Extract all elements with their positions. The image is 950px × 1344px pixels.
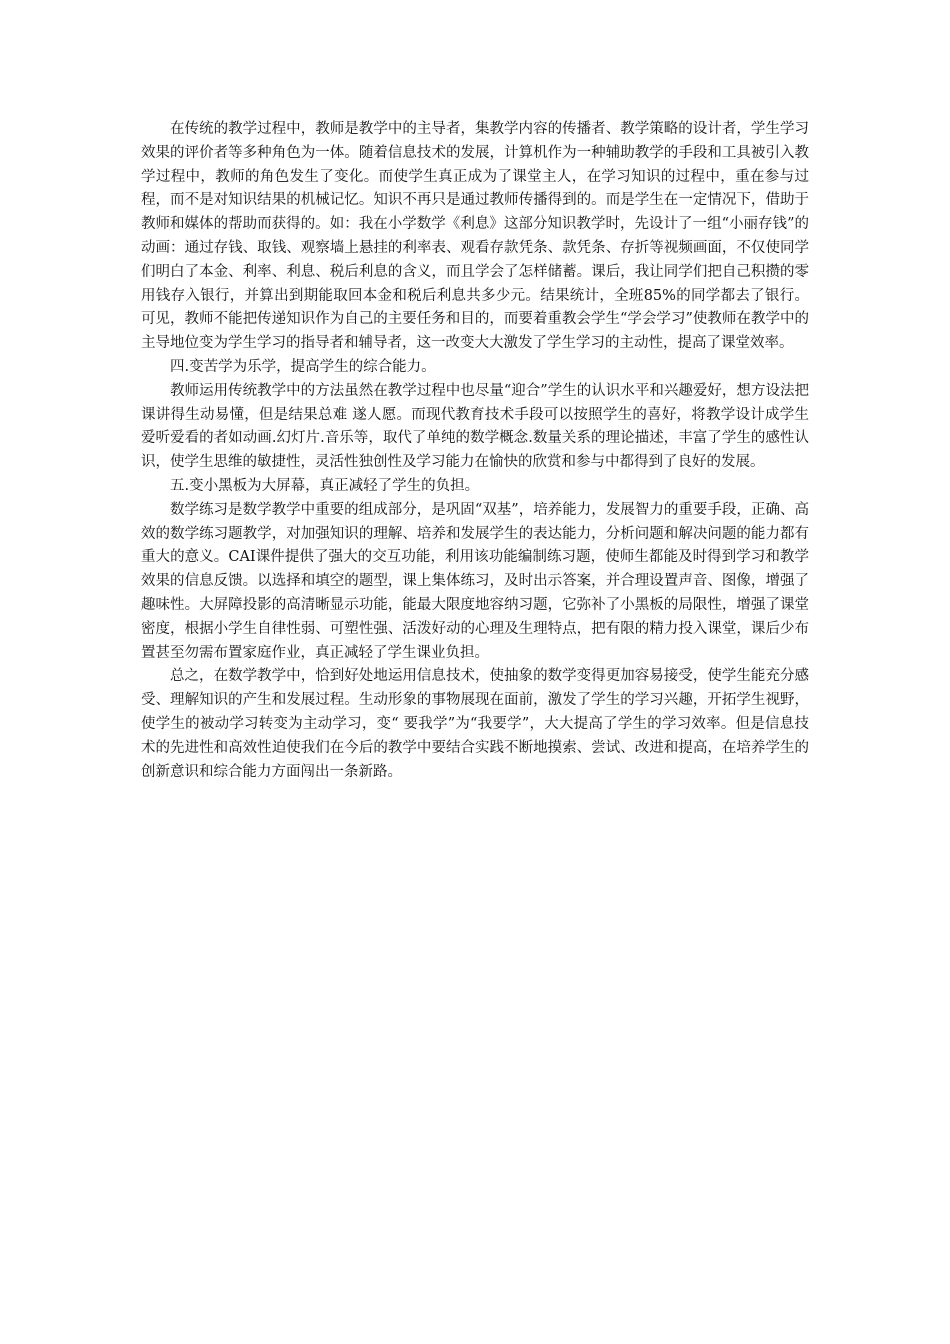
document-page bbox=[141, 118, 809, 784]
paragraph-math-exercises: 数学练习是数学教学中重要的组成部分，是巩固“双基”，培养能力，发展智力的重要手段，正确、高效的数学练习题教学，对加强知识的理解、培养和发展学生的表达能力，分析问题和解决问题的能力都有重大的意义。CAI课件提供了强大的交互功能，利用该功能编制练习题，使师生都能及时得到学习和教学效果的信息反馈。以选择和填空的题型，课上集体练习，及时出示答案，并合理设置声音、图像，增强了趣味性。大屏障投影的高清晰显示功能，能最大限度地容纳习题，它弥补了小黑板的局限性，增强了课堂密度，根据小学生自律性弱、可塑性强、活泼好动的心理及生理特点，把有限的精力投入课堂，课后少布置甚至勿需布置家庭作业，真正减轻了学生课业负担。 bbox=[141, 501, 809, 661]
section-heading-5: 五.变小黑板为大屏幕，真正减轻了学生的负担。 bbox=[170, 477, 480, 494]
paragraph-learning-joy: 教师运用传统教学中的方法虽然在教学过程中也尽量“迎合”学生的认识水平和兴趣爱好，想方设法把课讲得生动易懂，但是结果总难 遂人愿。而现代教育技术手段可以按照学生的喜好，将教学设计成学生爱听爱看的者如动画.幻灯片.音乐等，取代了单纯的数学概念.数量关系的理论描述，丰富了学生的感性认识，使学生思维的敏捷性，灵活性独创性及学习能力在愉快的欣赏和参与中都得到了良好的发展。 bbox=[141, 382, 809, 471]
paragraph-conclusion: 总之，在数学教学中，恰到好处地运用信息技术，使抽象的数学变得更加容易接受，使学生能充分感受、理解知识的产生和发展过程。生动形象的事物展现在面前，激发了学生的学习兴趣，开拓学生视野，使学生的被动学习转变为主动学习，变“ 要我学”为“我要学”，大大提高了学生的学习效率。但是信息技术的先进性和高效性迫使我们在今后的教学中要结合实践不断地摸索、尝试、改进和提高，在培养学生的创新意识和综合能力方面闯出一条新路。 bbox=[141, 668, 809, 780]
section-heading-4: 四.变苦学为乐学，提高学生的综合能力。 bbox=[170, 358, 436, 375]
paragraph-role-of-teacher: 在传统的教学过程中，教师是教学中的主导者，集教学内容的传播者、教学策略的设计者，学生学习效果的评价者等多种角色为一体。随着信息技术的发展，计算机作为一种辅助教学的手段和工具被引入教学过程中，教师的角色发生了变化。而使学生真正成为了课堂主人，在学习知识的过程中，重在参与过程，而不是对知识结果的机械记忆。知识不再只是通过教师传播得到的。而是学生在一定情况下，借助于教师和媒体的帮助而获得的。如：我在小学数学《利息》这部分知识教学时，先设计了一组“小丽存钱”的动画：通过存钱、取钱、观察墙上悬挂的利率表、观看存款凭条、款凭条、存折等视频画面，不仅使同学们明白了本金、利率、利息、税后利息的含义，而且学会了怎样储蓄。课后，我让同学们把自己积攒的零用钱存入银行，并算出到期能取回本金和税后利息共多少元。结果统计，全班85%的同学都去了银行。可见，教师不能把传递知识作为自己的主要任务和目的，而要着重教会学生“学会学习”使教师在教学中的主导地位变为学生学习的指导者和辅导者，这一改变大大激发了学生学习的主动性，提高了课堂效率。 bbox=[141, 121, 809, 352]
